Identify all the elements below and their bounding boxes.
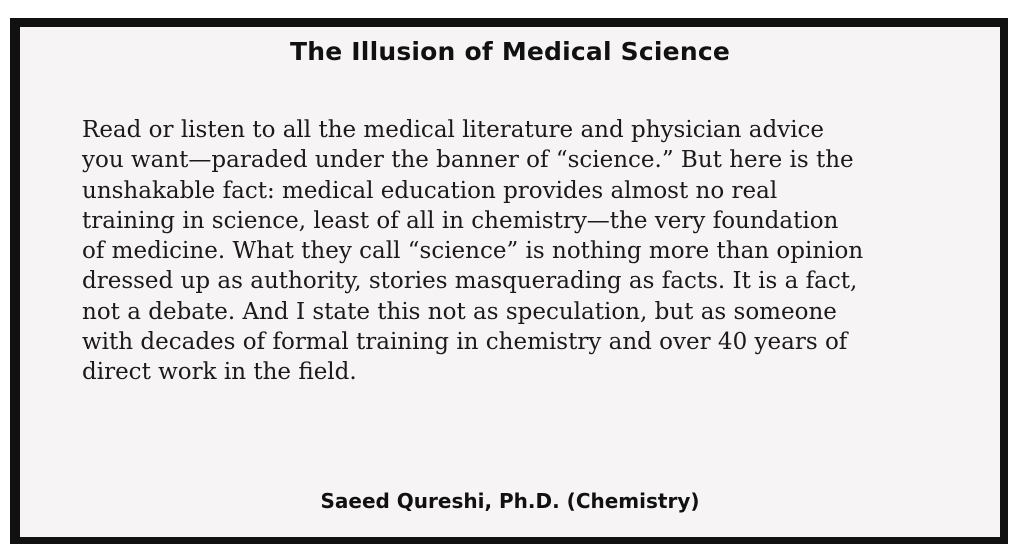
quote-body-line: not a debate. And I state this not as speculation, but as someone: [82, 298, 837, 325]
quote-body-line: direct work in the field.: [82, 359, 357, 386]
quote-card: [20, 27, 1000, 537]
quote-body-line: training in science, least of all in chemistry—the very foundation: [82, 207, 839, 234]
quote-body-line: dressed up as authority, stories masquerading as facts. It is a fact,: [82, 268, 858, 295]
quote-attribution: Saeed Qureshi, Ph.D. (Chemistry): [320, 489, 700, 513]
quote-body-line: with decades of formal training in chemistry and over 40 years of: [82, 329, 848, 356]
quote-body-line: you want—paraded under the banner of “science.” But here is the: [82, 147, 854, 174]
quote-body: [82, 115, 972, 388]
quote-title: The Illusion of Medical Science: [289, 37, 730, 66]
quote-body-line: of medicine. What they call “science” is nothing more than opinion: [82, 238, 864, 265]
quote-body-line: unshakable fact: medical education provides almost no real: [82, 177, 778, 204]
quote-body-line: Read or listen to all the medical literature and physician advice: [82, 117, 825, 143]
